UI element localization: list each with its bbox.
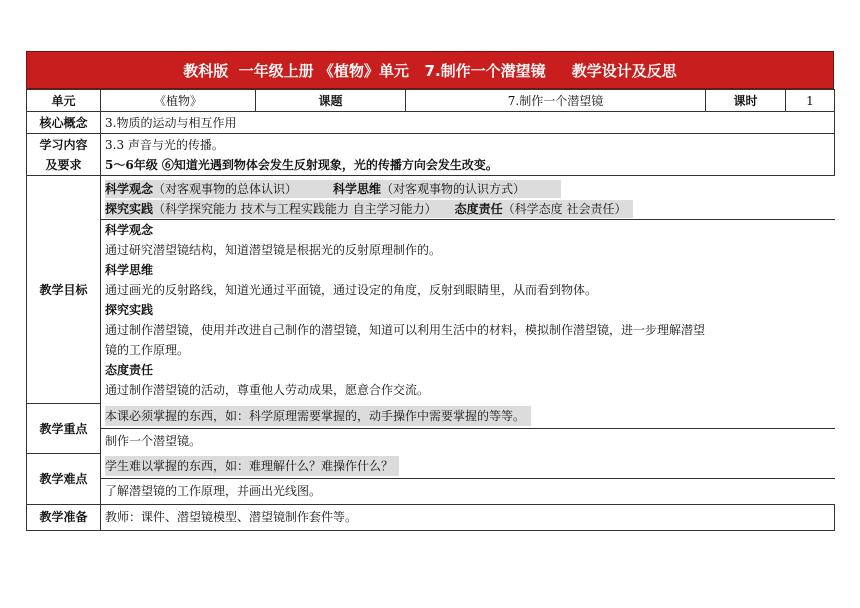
header-row [27,90,835,112]
unit-value: 《植物》 [101,90,256,112]
goals-heading-thinking: 科学思维 [105,263,154,278]
prep-label: 教学准备 [27,504,101,530]
goals-label: 教学目标 [27,176,101,404]
goals-summary2-a: 探究实践 [105,202,154,217]
goals-summary1-d: （对客观事物的认识方式） [381,182,526,197]
goals-summary-line2 [101,199,835,219]
goals-summary2-b: （科学探究能力 技术与工程实践能力 自主学习能力） [153,202,437,217]
period-label: 课时 [706,90,786,112]
learning-row [27,134,835,176]
prep-value: 教师：课件、潜望镜模型、潜望镜制作套件等。 [101,504,835,530]
goals-text-practice-a: 通过制作潜望镜，使用并改进自己制作的潜望镜，知道可以利用生活中的材料，模拟制作潜望镜，进一步理解潜望 [105,323,706,338]
learning-line1: 3.3 声音与光的传播。 [105,137,224,152]
difficult-label: 教学难点 [27,454,101,505]
goals-summary1-highlight [105,180,561,198]
goals-summary-line1 [101,179,835,199]
goals-summary1-c: 科学思维 [333,182,382,197]
topic-value: 7.制作一个潜望镜 [406,90,706,112]
goals-summary1-a: 科学观念 [105,182,154,197]
core-row [27,112,835,134]
difficult-content [101,454,835,505]
key-label: 教学重点 [27,404,101,454]
goals-heading-attitude: 态度责任 [105,363,154,378]
difficult-hint: 学生难以掌握的东西，如：难理解什么？难操作什么？ [105,456,399,476]
goals-text-concept: 通过研究潜望镜结构，知道潜望镜是根据光的反射原理制作的。 [105,243,442,258]
goals-summary2-d: （科学态度 社会责任） [502,202,627,217]
learning-label-line2: 及要求 [45,157,82,172]
learning-content [101,134,835,176]
difficult-hint-line [101,454,835,478]
key-content [101,404,835,454]
goals-text-practice-b: 镜的工作原理。 [105,343,190,358]
banner-title: 教科版 一年级上册 《植物》单元 7.制作一个潜望镜 教学设计及反思 [26,51,834,89]
key-value: 制作一个潜望镜。 [101,428,835,454]
lesson-plan-table [26,89,835,531]
goals-heading-concept: 科学观念 [101,219,835,240]
unit-label: 单元 [27,90,101,112]
goals-summary2-highlight [105,200,633,218]
goals-content [101,176,835,404]
core-value: 3.物质的运动与相互作用 [101,112,835,134]
goals-heading-practice: 探究实践 [105,303,154,318]
topic-label: 课题 [256,90,406,112]
difficult-value: 了解潜望镜的工作原理，并画出光线图。 [101,478,835,504]
learning-line2: 5～6年级 ⑥知道光遇到物体会发生反射现象，光的传播方向会发生改变。 [105,157,498,172]
goals-summary2-c: 态度责任 [454,202,503,217]
goals-row [27,176,835,404]
key-hint-line [101,404,835,428]
difficult-row [27,454,835,505]
prep-row [27,504,835,530]
goals-text-attitude: 通过制作潜望镜的活动，尊重他人劳动成果，愿意合作交流。 [105,383,430,398]
learning-label [27,134,101,176]
period-value: 1 [786,90,835,112]
key-hint: 本课必须掌握的东西，如：科学原理需要掌握的，动手操作中需要掌握的等等。 [105,406,531,426]
goals-summary1-b: （对客观事物的总体认识） [153,182,298,197]
key-row [27,404,835,454]
core-label: 核心概念 [27,112,101,134]
lesson-plan-sheet [26,51,834,531]
learning-label-line1: 学习内容 [39,137,88,152]
goals-text-thinking: 通过画光的反射路线，知道光通过平面镜，通过设定的角度，反射到眼睛里，从而看到物体。 [105,283,598,298]
